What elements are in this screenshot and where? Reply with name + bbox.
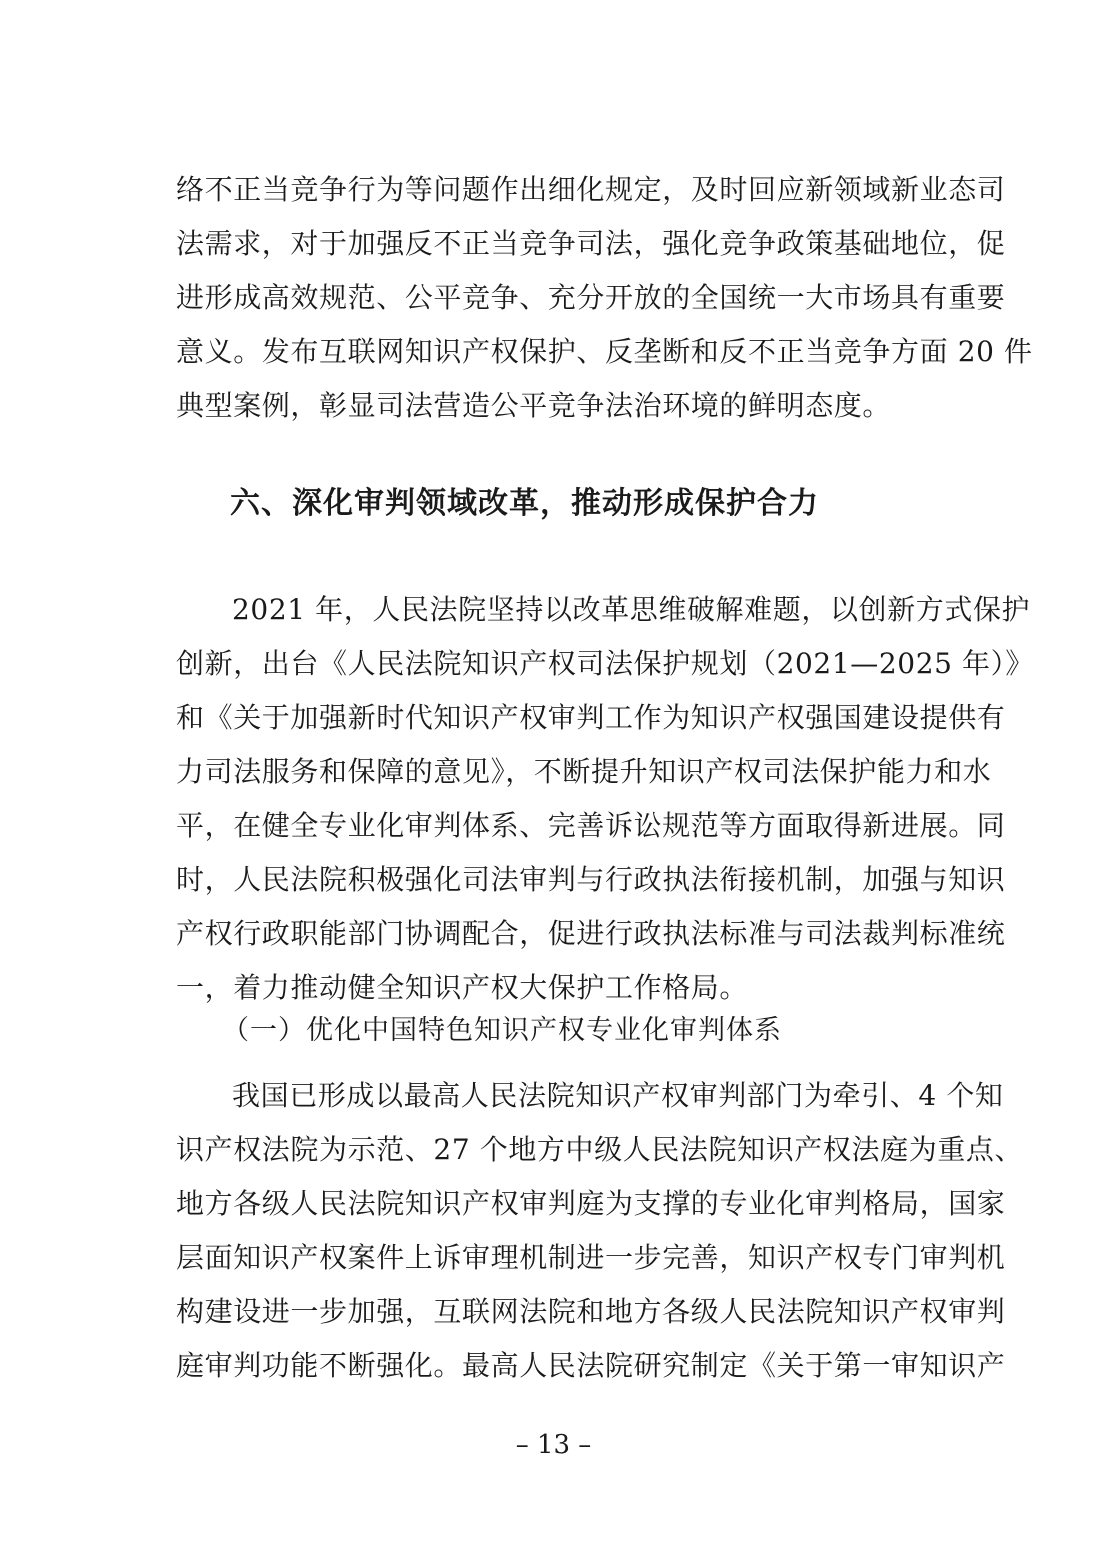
paragraph-line: 和《关于加强新时代知识产权审判工作为知识产权强国建设提供有 bbox=[176, 701, 1006, 734]
paragraph-line: 识产权法院为示范、27 个地方中级人民法院知识产权法庭为重点、 bbox=[176, 1133, 1024, 1166]
section-heading: 六、深化审判领域改革，推动形成保护合力 bbox=[230, 486, 819, 521]
paragraph-line: 庭审判功能不断强化。最高人民法院研究制定《关于第一审知识产 bbox=[176, 1349, 1006, 1382]
paragraph-line: 力司法服务和保障的意见》，不断提升知识产权司法保护能力和水 bbox=[176, 755, 992, 788]
paragraph-line: 络不正当竞争行为等问题作出细化规定，及时回应新领域新业态司 bbox=[176, 173, 1006, 206]
paragraph-line: 层面知识产权案件上诉审理机制进一步完善，知识产权专门审判机 bbox=[176, 1241, 1006, 1274]
paragraph-line: 法需求，对于加强反不正当竞争司法，强化竞争政策基础地位，促 bbox=[176, 227, 1006, 260]
paragraph-line: 创新，出台《人民法院知识产权司法保护规划（2021—2025 年）》 bbox=[176, 647, 1034, 680]
paragraph-line: 平，在健全专业化审判体系、完善诉讼规范等方面取得新进展。同 bbox=[176, 809, 1006, 842]
paragraph-line: 构建设进一步加强，互联网法院和地方各级人民法院知识产权审判 bbox=[176, 1295, 1006, 1328]
page-number: – 13 – bbox=[515, 1430, 592, 1460]
paragraph-line: 典型案例，彰显司法营造公平竞争法治环境的鲜明态度。 bbox=[176, 389, 892, 422]
paragraph-line: 我国已形成以最高人民法院知识产权审判部门为牵引、4 个知 bbox=[232, 1079, 1004, 1112]
paragraph-line: 地方各级人民法院知识产权审判庭为支撑的专业化审判格局，国家 bbox=[176, 1187, 1006, 1220]
paragraph-line: 意义。发布互联网知识产权保护、反垄断和反不正当竞争方面 20 件 bbox=[176, 335, 1033, 368]
paragraph-line: 时，人民法院积极强化司法审判与行政执法衔接机制，加强与知识 bbox=[176, 863, 1006, 896]
paragraph-line: 2021 年，人民法院坚持以改革思维破解难题，以创新方式保护 bbox=[232, 593, 1031, 626]
paragraph-line: 产权行政职能部门协调配合，促进行政执法标准与司法裁判标准统 bbox=[176, 917, 1006, 950]
subsection-heading: （一）优化中国特色知识产权专业化审判体系 bbox=[222, 1015, 782, 1046]
paragraph-line: 进形成高效规范、公平竞争、充分开放的全国统一大市场具有重要 bbox=[176, 281, 1006, 314]
paragraph-line: 一，着力推动健全知识产权大保护工作格局。 bbox=[176, 971, 749, 1004]
